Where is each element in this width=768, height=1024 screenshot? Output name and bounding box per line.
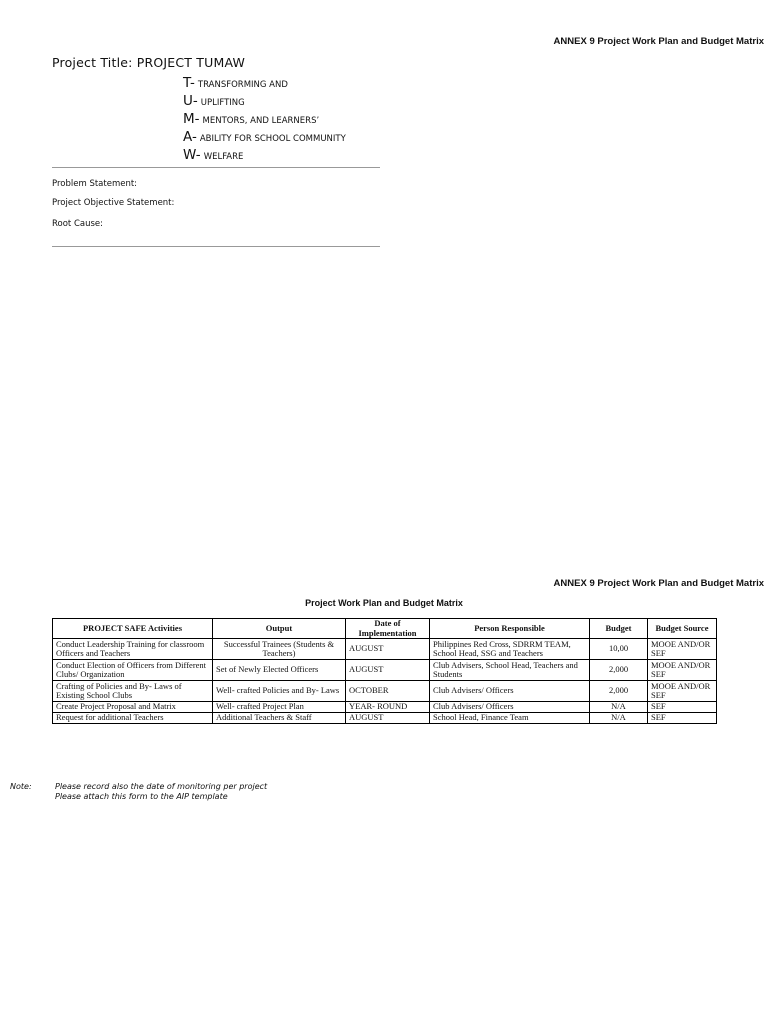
column-header: Budget Source [648,619,717,639]
acronym-word: ABILITY FOR SCHOOL COMMUNITY [199,134,346,144]
annex-header: ANNEX 9 Project Work Plan and Budget Matrix [553,578,764,589]
table-row [53,660,717,681]
activity-cell: Conduct Election of Officers from Different Clubs/ Organization [53,660,213,681]
acronym-letter: A- [183,129,197,145]
column-header: Output [213,619,346,639]
column-header: Date of Implementation [346,619,430,639]
person-cell: Philippines Red Cross, SDRRM TEAM, School Head, SSG and Teachers [430,639,590,660]
source-cell: SEF [648,713,717,724]
annex-header: ANNEX 9 Project Work Plan and Budget Matrix [553,36,764,47]
table-row [53,639,717,660]
output-cell: Successful Trainees (Students & Teachers) [213,639,346,660]
acronym-word: MENTORS, AND LEARNERS’ [202,116,320,126]
table-row [53,713,717,724]
date-cell: AUGUST [346,713,430,724]
acronym-line-w [183,144,243,163]
objective-statement-label: Project Objective Statement: [52,198,175,208]
table-header-row [53,619,717,639]
acronym-letter: W- [183,147,201,163]
work-plan-table [52,618,717,724]
acronym-line-a [183,126,346,145]
note-line: Please record also the date of monitoring per project [55,782,268,791]
note-line: Please attach this form to the AIP template [55,792,228,801]
activity-cell: Conduct Leadership Training for classroom Officers and Teachers [53,639,213,660]
person-cell: Club Advisers/ Officers [430,681,590,702]
acronym-line-m [183,108,319,127]
column-header: PROJECT SAFE Activities [53,619,213,639]
budget-cell: N/A [590,713,648,724]
budget-cell: 2,000 [590,681,648,702]
table-row [53,702,717,713]
acronym-letter: U- [183,93,198,109]
person-cell: School Head, Finance Team [430,713,590,724]
acronym-word: TRANSFORMING AND [197,80,288,90]
divider [52,246,380,247]
budget-cell: 10,00 [590,639,648,660]
problem-statement-label: Problem Statement: [52,179,138,189]
activity-cell: Crafting of Policies and By- Laws of Existing School Clubs [53,681,213,702]
column-header: Budget [590,619,648,639]
output-cell: Additional Teachers & Staff [213,713,346,724]
project-title: Project Title: PROJECT TUMAW [52,55,246,70]
source-cell: MOOE AND/OR SEF [648,639,717,660]
acronym-letter: M- [183,111,200,127]
matrix-title: Project Work Plan and Budget Matrix [305,598,463,608]
budget-cell: 2,000 [590,660,648,681]
activity-cell: Create Project Proposal and Matrix [53,702,213,713]
root-cause-label: Root Cause: [52,219,104,229]
acronym-word: WELFARE [203,152,244,162]
output-cell: Well- crafted Policies and By- Laws [213,681,346,702]
activity-cell: Request for additional Teachers [53,713,213,724]
acronym-line-u [183,90,245,109]
budget-cell: N/A [590,702,648,713]
acronym-letter: T- [183,75,195,91]
source-cell: MOOE AND/OR SEF [648,660,717,681]
column-header: Person Responsible [430,619,590,639]
person-cell: Club Advisers, School Head, Teachers and Students [430,660,590,681]
date-cell: OCTOBER [346,681,430,702]
date-cell: YEAR- ROUND [346,702,430,713]
acronym-line-t [183,72,288,91]
output-cell: Well- crafted Project Plan [213,702,346,713]
source-cell: MOOE AND/OR SEF [648,681,717,702]
date-cell: AUGUST [346,639,430,660]
source-cell: SEF [648,702,717,713]
person-cell: Club Advisers/ Officers [430,702,590,713]
acronym-word: UPLIFTING [200,98,245,108]
note-label: Note: [10,782,32,791]
table-row [53,681,717,702]
output-cell: Set of Newly Elected Officers [213,660,346,681]
divider [52,167,380,168]
date-cell: AUGUST [346,660,430,681]
